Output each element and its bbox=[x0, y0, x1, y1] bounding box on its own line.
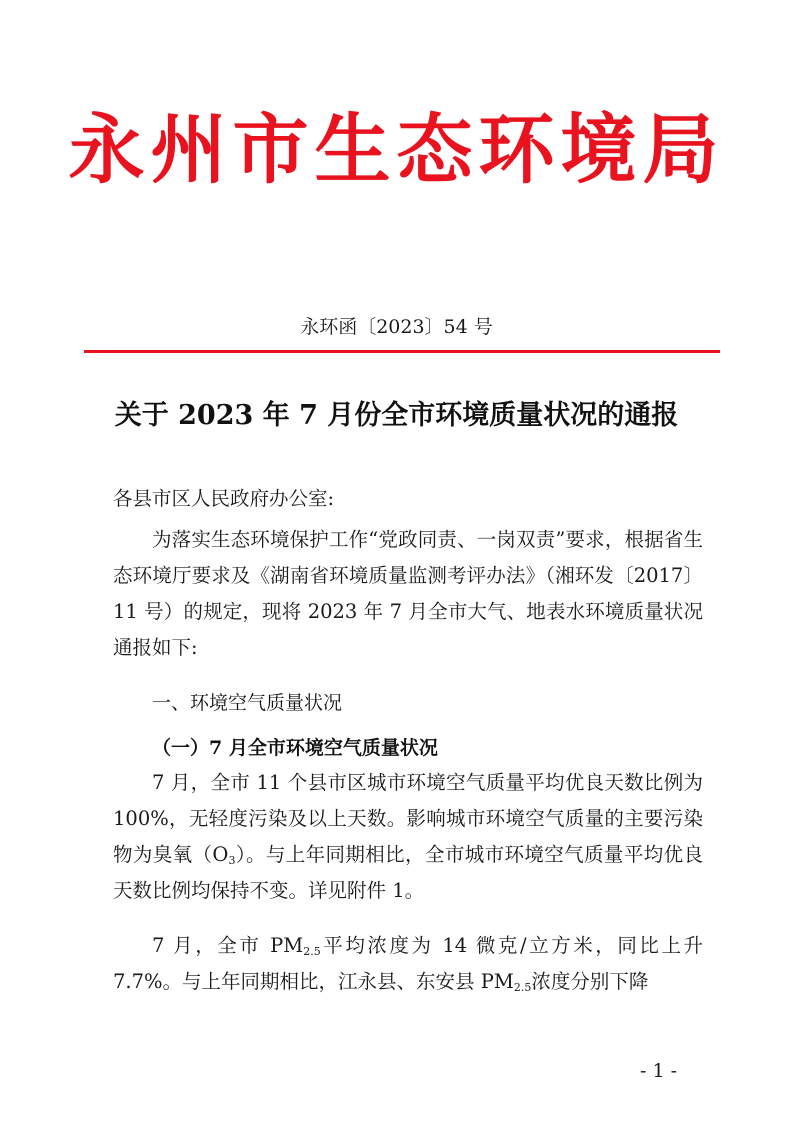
paragraph-air-quality-part2: ）。与上年同期相比，全市城市环境空气质量平均优良天数比例均保持不变。详见附件 1。 bbox=[113, 843, 703, 902]
salutation: 各县市区人民政府办公室: bbox=[113, 487, 335, 510]
paragraph-air-quality bbox=[113, 765, 703, 909]
pm25-subscript-1: 2.5 bbox=[303, 945, 321, 958]
pm25-subscript-2: 2.5 bbox=[513, 981, 532, 994]
o3-subscript: 3 bbox=[228, 854, 236, 867]
paragraph-intro: 为落实生态环境保护工作“党政同责、一岗双责”要求，根据省生态环境厅要求及《湖南省环境质量监测考评办法》（湘环发〔2017〕11 号）的规定，现将 2023 年 7 月全市大气、地表水环境质量状况通报如下: bbox=[113, 528, 703, 659]
red-divider bbox=[84, 350, 720, 353]
paragraph-air-quality-part1: 7 月，全市 11 个县市区城市环境空气质量平均优良天数比例为 100%，无轻度污染及以上天数。影响城市环境空气质量的主要污染物为臭氧（O bbox=[113, 771, 703, 866]
agency-header: 永州市生态环境局 bbox=[68, 105, 725, 194]
document-number: 永环函〔2023〕54 号 bbox=[300, 316, 493, 338]
subsection-heading: （一）7 月全市环境空气质量状况 bbox=[152, 737, 438, 759]
paragraph-pm25 bbox=[113, 928, 703, 1000]
paragraph-pm25-part2: 平均浓度为 14 微克/立方米，同比上升 7.7%。与上年同期相比，江永县、东安县 PM bbox=[113, 934, 703, 993]
paragraph-pm25-part1: 7 月，全市 PM bbox=[152, 934, 304, 957]
document-title: 关于 2023 年 7 月份全市环境质量状况的通报 bbox=[114, 400, 679, 431]
page-number: - 1 - bbox=[640, 1060, 678, 1082]
section-heading: 一、环境空气质量状况 bbox=[152, 692, 343, 714]
paragraph-pm25-part3: 浓度分别下降 bbox=[531, 970, 649, 993]
